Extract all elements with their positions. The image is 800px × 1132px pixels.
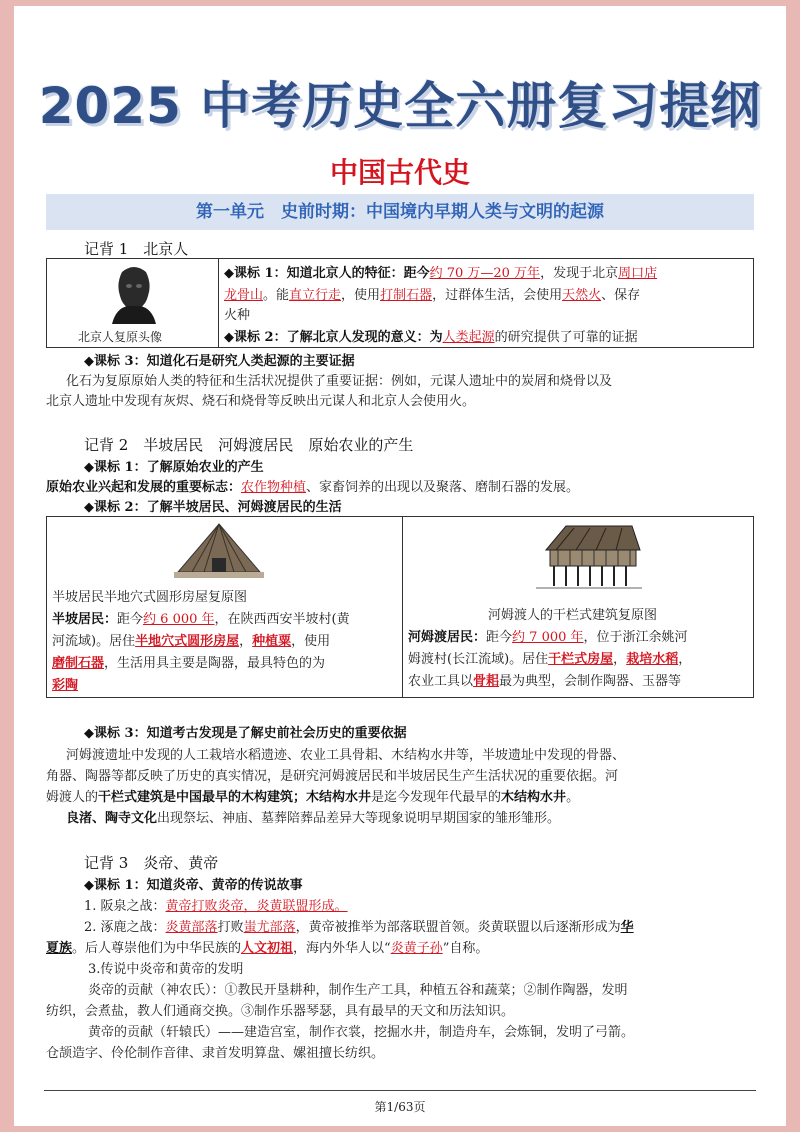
keyword: 约 6 000 年 [143, 612, 215, 627]
document-title: 2025 中考历史全六册复习提纲 [38, 77, 762, 135]
s1-standard-3: ◆课标 3：知道化石是研究人类起源的主要证据 [84, 354, 355, 369]
s3-line6: 纺织，会煮盐，教人们通商交换。③制作乐器琴瑟，具有最早的天文和历法知识。 [46, 1004, 515, 1019]
keyword: 龙骨山 [224, 288, 264, 303]
s3-heading: 记背 3 炎帝、黄帝 [84, 854, 219, 872]
document-page [14, 6, 786, 1126]
s3-line4: 3.传说中炎帝和黄帝的发明 [88, 962, 244, 977]
text: 姆渡人的 [46, 790, 99, 805]
s2-standard-3: ◆课标 3：知道考古发现是了解史前社会历史的重要依据 [84, 726, 407, 741]
s1-paragraph-line1: 化石为复原原始人类的特征和生活状况提供了重要证据：例如，元谋人遗址中的炭屑和烧骨以及 [66, 374, 613, 389]
keyword: 人文初祖 [241, 941, 294, 956]
text: ，黄帝被推举为部落联盟首领。炎黄联盟以后逐渐形成为 [295, 920, 621, 935]
s2-agriculture-line [46, 476, 579, 495]
keyword: 半地穴式圆形房屋 [135, 634, 240, 649]
s2-paragraph-line3 [46, 786, 579, 805]
section-title: 中国古代史 [329, 156, 470, 189]
peking-man-bust-image [102, 262, 166, 324]
s2-table-divider [402, 516, 403, 698]
text: 。 [566, 790, 580, 805]
keyword: 磨制石器 [52, 656, 105, 671]
hemudu-caption: 河姆渡人的干栏式建筑复原图 [488, 608, 658, 623]
page-number: 第1/63页 [374, 1100, 426, 1114]
keyword: 约 7 000 年 [512, 630, 584, 645]
label: 原始农业兴起和发展的重要标志： [46, 480, 242, 495]
text: 。后人尊崇他们为中华民族的 [72, 941, 242, 956]
keyword: 农作物种植 [241, 480, 307, 495]
keyword: 骨耜 [473, 674, 500, 689]
text: ， [613, 652, 627, 667]
banpo-line4 [52, 674, 78, 693]
keyword: 彩陶 [52, 678, 79, 693]
s1-table-divider [218, 258, 219, 348]
footer-divider [44, 1090, 756, 1091]
keyword: 直立行走 [289, 288, 342, 303]
s1-standard-1-line3: 火种 [224, 308, 251, 323]
keyword: 栽培水稻 [626, 652, 679, 667]
text: ，位于浙江余姚河 [583, 630, 688, 645]
text: ， [239, 634, 253, 649]
keyword: 蚩尤部落 [243, 920, 296, 935]
keyword: 打制石器 [380, 288, 433, 303]
s3-line1 [84, 895, 348, 914]
emphasis: 良渚、陶寺文化 [66, 811, 158, 826]
keyword: 炎黄子孙 [390, 941, 443, 956]
text: 是迄今发现年代最早的 [371, 790, 502, 805]
text: 的研究提供了可靠的证据 [494, 330, 638, 345]
keyword: 干栏式房屋 [548, 652, 614, 667]
text: 打败 [217, 920, 244, 935]
hemudu-line2 [408, 648, 691, 667]
text: 出现祭坛、神庙、墓葬陪葬品差异大等现象说明早期国家的雏形雏形。 [157, 811, 561, 826]
bust-caption: 北京人复原头像 [78, 330, 163, 344]
s1-heading: 记背 1 北京人 [84, 240, 189, 258]
text: 河流域)。居住 [52, 634, 136, 649]
s3-line5: 炎帝的贡献（神农氏）：①教民开垦耕种，制作生产工具，种植五谷和蔬菜；②制作陶器，发明 [88, 983, 628, 998]
emphasis: 干栏式建筑是中国最早的木构建筑；木结构水井 [98, 790, 372, 805]
text: 距今 [486, 630, 513, 645]
banpo-house-image [174, 520, 264, 582]
text: 最为典型，会制作陶器、玉器等 [499, 674, 682, 689]
text: ，使用 [291, 634, 331, 649]
keyword: 炎黄部落 [165, 920, 218, 935]
s1-paragraph-line2: 北京人遗址中发现有灰烬、烧石和烧骨等反映出元谋人和北京人会使用火。 [46, 394, 476, 409]
banpo-line3 [52, 652, 325, 671]
keyword: 种植粟 [252, 634, 292, 649]
text: ，发现于北京 [540, 266, 619, 281]
text: 农业工具以 [408, 674, 474, 689]
banpo-line2 [52, 630, 330, 649]
text: ， [678, 652, 692, 667]
s3-line8: 仓颉造字、伶伦制作音律、隶首发明算盘、嫘祖擅长纺织。 [46, 1046, 385, 1061]
banpo-caption: 半坡居民半地穴式圆形房屋复原图 [52, 590, 248, 605]
text: 1. 阪泉之战： [84, 899, 166, 914]
keyword: 华 [620, 920, 634, 935]
s3-line7: 黄帝的贡献（轩辕氏）——建造宫室，制作衣裳，挖掘水井，制造舟车，会炼铜，发明了弓箭。 [88, 1025, 635, 1040]
text: ，海内外华人以“ [293, 941, 391, 956]
s3-line3 [46, 937, 488, 956]
text: ，生活用具主要是陶器，最具特色的为 [104, 656, 326, 671]
hemudu-line3 [408, 670, 681, 689]
text: 距今 [117, 612, 144, 627]
text: 、家畜饲养的出现以及聚落、磨制石器的发展。 [306, 480, 580, 495]
text: ，使用 [341, 288, 381, 303]
label: 河姆渡居民： [408, 630, 487, 645]
hemudu-line1 [408, 626, 688, 645]
s2-standard-2: ◆课标 2：了解半坡居民、河姆渡居民的生活 [84, 500, 342, 515]
label: ◆课标 2：了解北京人发现的意义：为 [224, 330, 443, 345]
s2-paragraph-line1: 河姆渡遗址中发现的人工栽培水稻遗迹、农业工具骨耜、木结构水井等，半坡遗址中发现的骨器、 [66, 748, 626, 763]
s2-standard-1: ◆课标 1：了解原始农业的产生 [84, 460, 264, 475]
keyword: 人类起源 [442, 330, 495, 345]
s1-standard-1-line1 [224, 262, 657, 281]
emphasis: 木结构水井 [501, 790, 567, 805]
keyword: 周口店 [618, 266, 658, 281]
keyword: 黄帝打败炎帝，炎黄联盟形成。 [165, 899, 348, 914]
text: ，在陕西西安半坡村(黄 [214, 612, 350, 627]
keyword: 天然火 [562, 288, 602, 303]
label: ◆课标 1：知道北京人的特征：距今 [224, 266, 430, 281]
text: ”自称。 [442, 941, 489, 956]
s2-paragraph-line2: 角器、陶器等都反映了历史的真实情况，是研究河姆渡居民和半坡居民生产生活状况的重要依据。河 [46, 769, 619, 784]
keyword: 夏族 [46, 941, 73, 956]
s2-paragraph-line4 [66, 807, 560, 826]
s2-heading: 记背 2 半坡居民 河姆渡居民 原始农业的产生 [84, 436, 414, 454]
unit-banner: 第一单元 史前时期：中国境内早期人类与文明的起源 [46, 194, 754, 230]
text: 姆渡村(长江流域)。居住 [408, 652, 549, 667]
text: 2. 涿鹿之战： [84, 920, 166, 935]
s1-standard-2 [224, 326, 638, 345]
text: 。能 [263, 288, 290, 303]
s3-standard-1: ◆课标 1：知道炎帝、黄帝的传说故事 [84, 878, 303, 893]
keyword: 约 70 万—20 万年 [429, 266, 541, 281]
hemudu-house-image [536, 520, 642, 590]
banpo-line1 [52, 608, 350, 627]
text: 、保存 [601, 288, 641, 303]
text: ，过群体生活，会使用 [432, 288, 563, 303]
label: 半坡居民： [52, 612, 118, 627]
s1-standard-1-line2 [224, 284, 640, 303]
s3-line2 [84, 916, 634, 935]
